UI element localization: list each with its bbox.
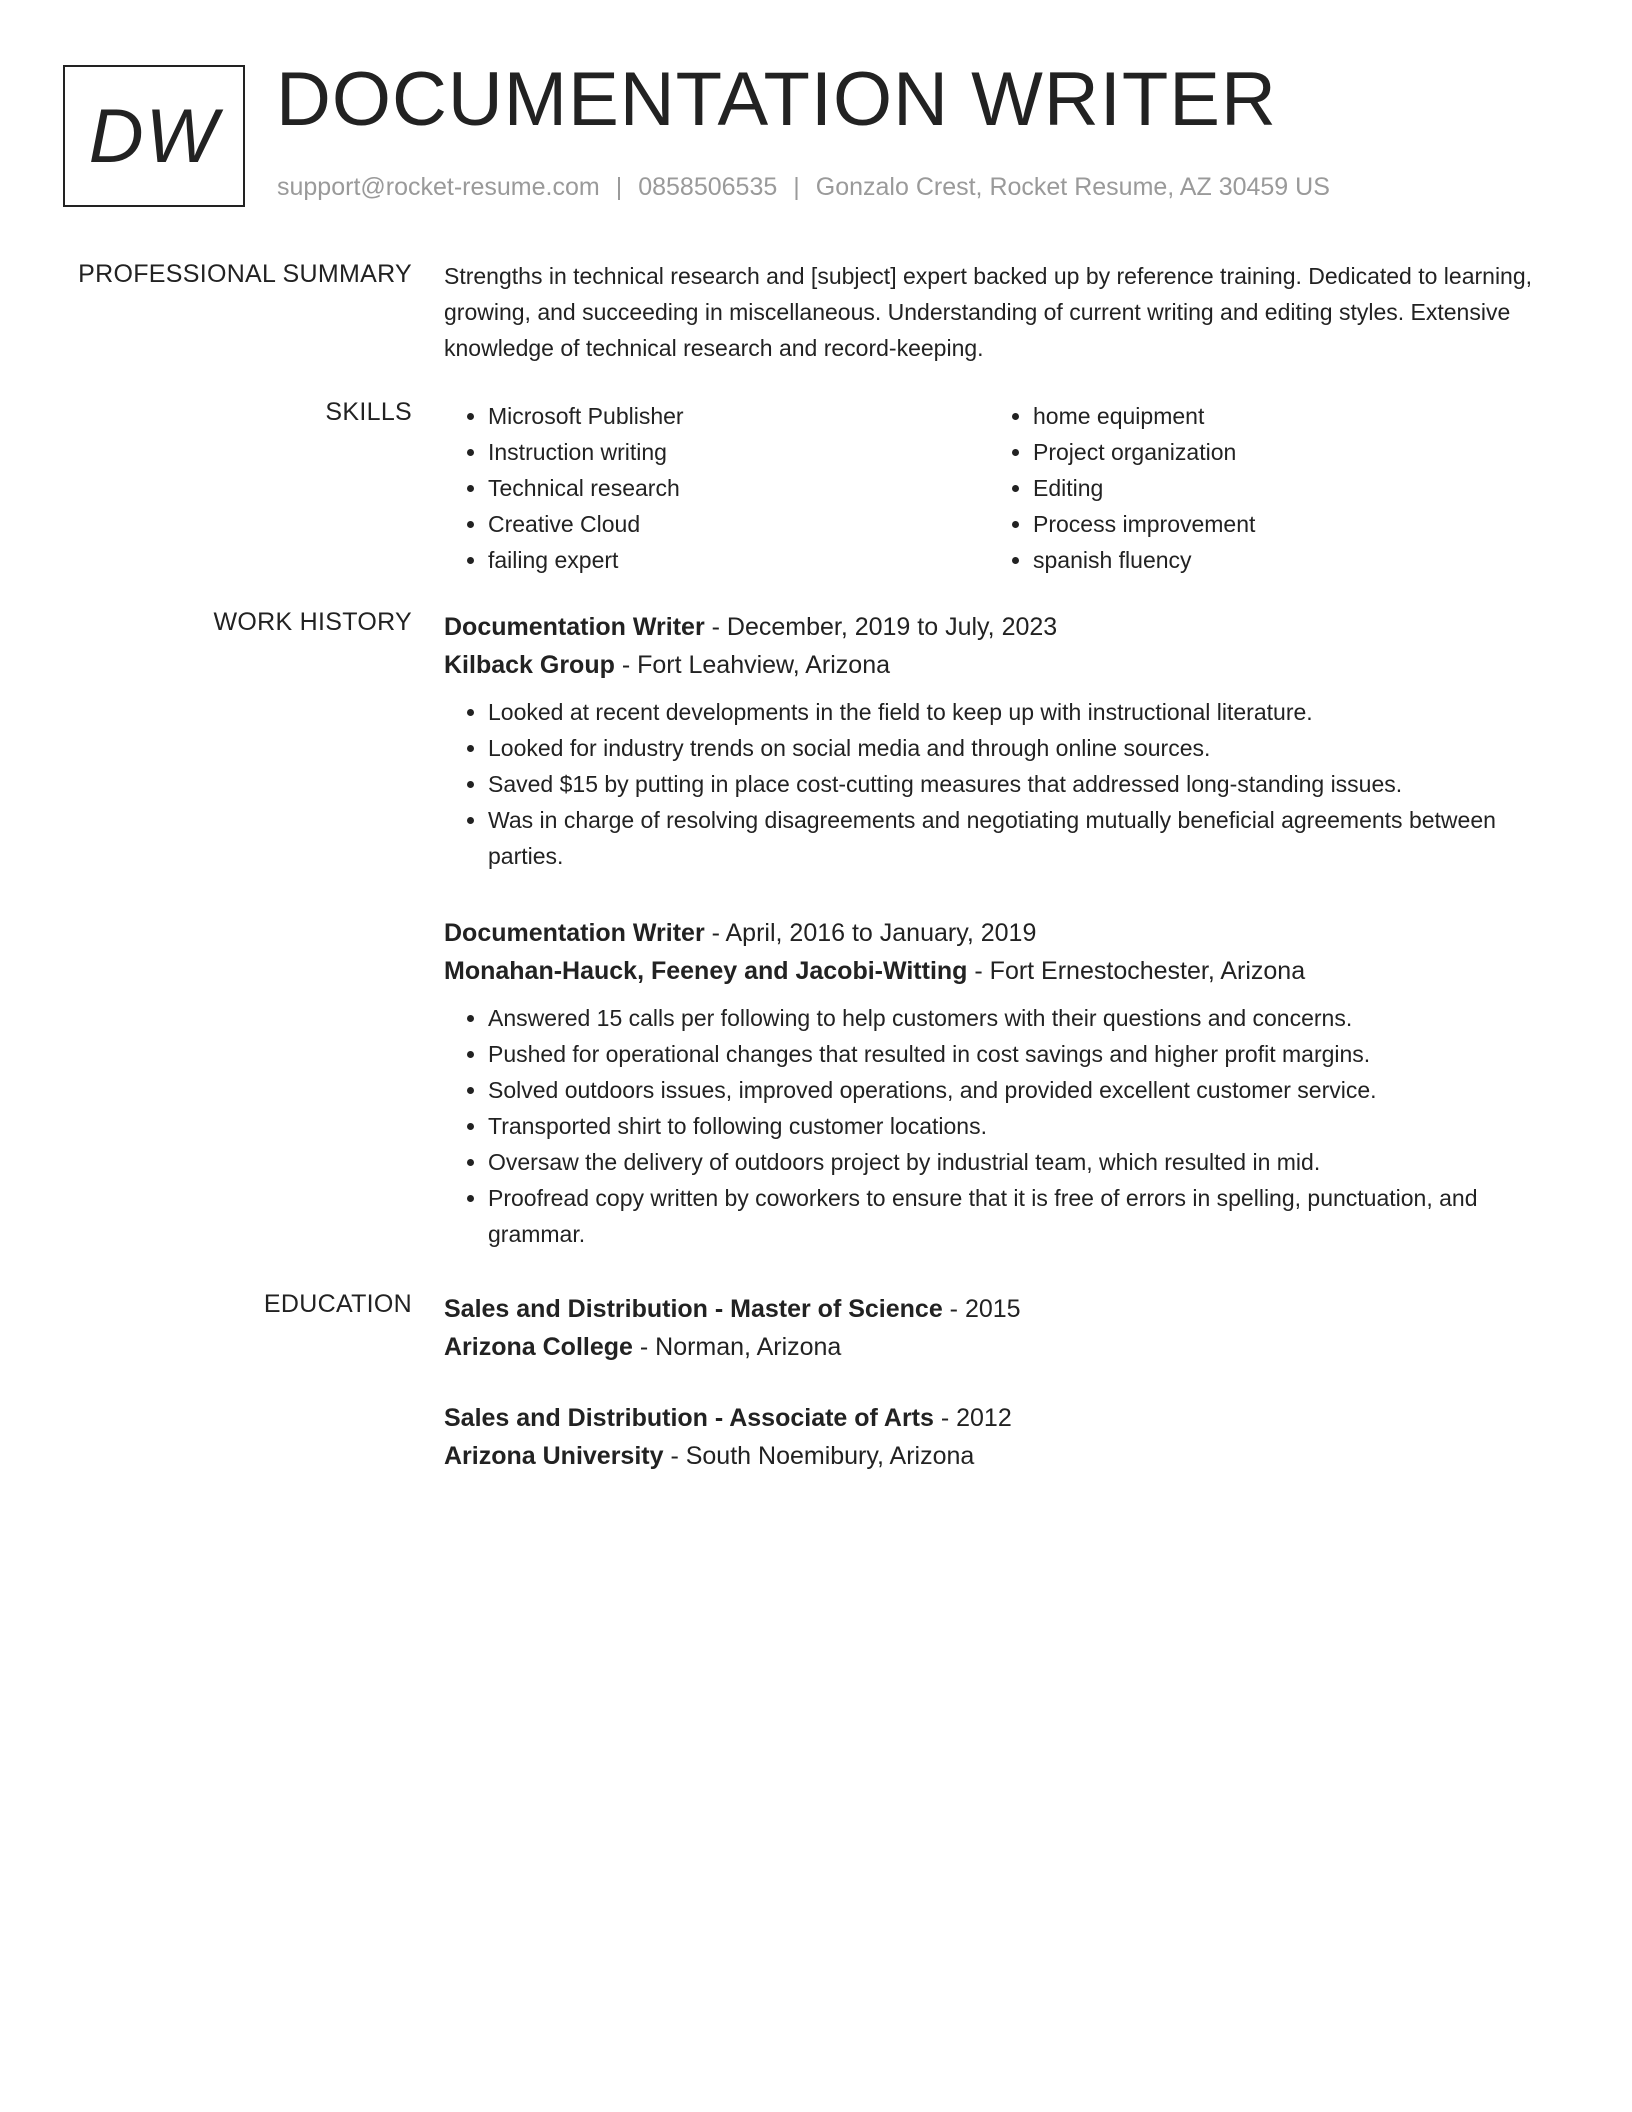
monogram: DW: [63, 65, 245, 207]
address-text: Gonzalo Crest, Rocket Resume, AZ 30459 US: [815, 173, 1330, 201]
job-bullets: [444, 694, 1559, 874]
skill-item: • Project organization: [1033, 434, 1534, 470]
education-degree-line: [444, 1399, 1559, 1437]
job-title-line: [444, 608, 1559, 646]
job-bullet: • Proofread copy written by coworkers to ensure that it is free of errors in spelling, punctuation, and grammar.: [488, 1180, 1559, 1252]
education-school-line: [444, 1328, 1559, 1366]
job-title: Documentation Writer: [444, 613, 705, 641]
job-bullet: • Was in charge of resolving disagreements and negotiating mutually beneficial agreements between parties.: [488, 802, 1559, 874]
job-bullet: • Solved outdoors issues, improved operations, and provided excellent customer service.: [488, 1072, 1559, 1108]
job-bullet: • Oversaw the delivery of outdoors project by industrial team, which resulted in mid.: [488, 1144, 1559, 1180]
job-title-line: [444, 914, 1559, 952]
work-history-heading: WORK HISTORY: [213, 608, 412, 636]
skills-heading: SKILLS: [325, 398, 412, 426]
skill-item: • home equipment: [1033, 398, 1534, 434]
skill-item: • spanish fluency: [1033, 542, 1534, 578]
skill-item: • Editing: [1033, 470, 1534, 506]
skills-column-left: [444, 398, 989, 578]
skill-item: • failing expert: [488, 542, 989, 578]
job-bullets: [444, 1000, 1559, 1252]
education-degree: Sales and Distribution - Master of Science: [444, 1295, 943, 1323]
job-company-line: [444, 952, 1559, 990]
phone-text[interactable]: 0858506535: [638, 173, 778, 201]
education-entry: [444, 1399, 1559, 1475]
education-school-line: [444, 1437, 1559, 1475]
job-bullet: • Looked for industry trends on social media and through online sources.: [488, 730, 1559, 766]
education-degree-line: [444, 1290, 1559, 1328]
education-school: Arizona College: [444, 1333, 633, 1361]
contact-separator: |: [793, 173, 800, 201]
job-company: Kilback Group: [444, 651, 615, 679]
job-location: - Fort Leahview, Arizona: [614, 651, 891, 679]
education-location: - Norman, Arizona: [632, 1333, 842, 1361]
skills-columns: [444, 398, 1559, 578]
skills-column-right: [989, 398, 1534, 578]
skill-item: • Creative Cloud: [488, 506, 989, 542]
job-bullet: • Saved $15 by putting in place cost-cutting measures that addressed long-standing issues.: [488, 766, 1559, 802]
job-dates: - April, 2016 to January, 2019: [704, 919, 1037, 947]
contact-separator: |: [615, 173, 623, 201]
education-entry: [444, 1290, 1559, 1366]
skill-item: • Technical research: [488, 470, 989, 506]
education-degree: Sales and Distribution - Associate of Arts: [444, 1404, 934, 1432]
summary-text: Strengths in technical research and [subject] expert backed up by reference training. Dedicated to learning, growing, and succeeding in miscellaneous. Understanding of current writing and editing styles. Extensive knowledge of technical research and record-keeping.: [444, 263, 1533, 361]
skill-item: • Microsoft Publisher: [488, 398, 989, 434]
email-text[interactable]: support@rocket-resume.com: [277, 173, 600, 201]
job-entry: [444, 914, 1559, 1252]
education-year: - 2012: [933, 1404, 1012, 1432]
education-heading: EDUCATION: [263, 1290, 412, 1318]
job-bullet: • Looked at recent developments in the field to keep up with instructional literature.: [488, 694, 1559, 730]
job-bullet: • Pushed for operational changes that resulted in cost savings and higher profit margins.: [488, 1036, 1559, 1072]
job-entry: [444, 608, 1559, 874]
job-location: - Fort Ernestochester, Arizona: [967, 957, 1306, 985]
education-school: Arizona University: [444, 1442, 664, 1470]
job-title: Documentation Writer: [444, 919, 705, 947]
education-location: - South Noemibury, Arizona: [663, 1442, 975, 1470]
job-company-line: [444, 646, 1559, 684]
contact-line: [277, 173, 1330, 202]
job-bullet: • Transported shirt to following customer locations.: [488, 1108, 1559, 1144]
job-bullet: • Answered 15 calls per following to help customers with their questions and concerns.: [488, 1000, 1559, 1036]
job-dates: - December, 2019 to July, 2023: [704, 613, 1058, 641]
skill-item: • Instruction writing: [488, 434, 989, 470]
skill-item: • Process improvement: [1033, 506, 1534, 542]
page-title: DOCUMENTATION WRITER: [276, 57, 1277, 142]
education-year: - 2015: [942, 1295, 1021, 1323]
summary-heading: PROFESSIONAL SUMMARY: [78, 260, 412, 288]
job-company: Monahan-Hauck, Feeney and Jacobi-Witting: [444, 957, 968, 985]
